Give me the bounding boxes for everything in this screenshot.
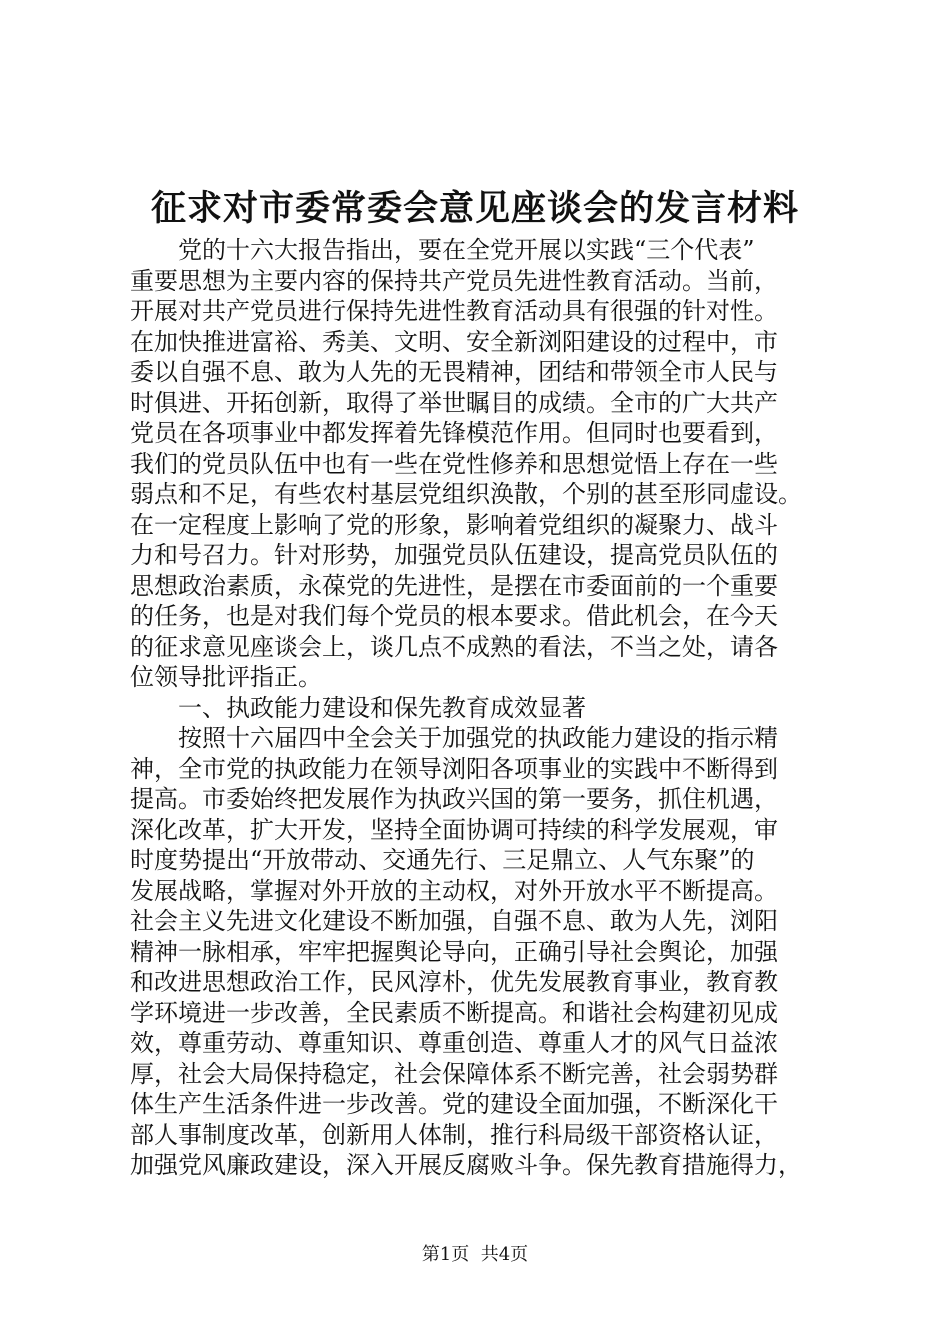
page-footer: 第1页 共4页 [421,1244,529,1265]
document-title: 征求对市委常委会意见座谈会的发言材料 [150,188,799,229]
document-body: 党的十六大报告指出，要在全党开展以实践“三个代表” 重要思想为主要内容的保持共产党员先进性教育活动。当前， 开展对共产党员进行保持先进性教育活动具有很强的针对性。 在加快推进富裕、秀美、文明、安全新浏阳建设的过程中，市 委以自强不息、敢为人先的无畏精神，团结和带领全市人民与 时俱进、开拓创新，取得了举世瞩目的成绩。全市的广大共产 党员在各项事业中都发挥着先锋模范作用。但同时也要看到， 我们的党员队伍中也有一些在党性修养和思想觉悟上存在一些 弱点和不足，有些农村基层党组织涣散，个别的甚至形同虚设。 在一定程度上影响了党的形象，影响着党组织的凝聚力、战斗 力和号召力。针对形势，加强党员队伍建设，提高党员队伍的 思想政治素质，永葆党的先进性，是摆在市委面前的一个重要 的任务，也是对我们每个党员的根本要求。借此机会，在今天 的征求意见座谈会上，谈几点不成熟的看法，不当之处，请各 位领导批评指正。 一、执政能力建设和保先教育成效显著 按照十六届四中全会关于加强党的执政能力建设的指示精 神，全市党的执政能力在领导浏阳各项事业的实践中不断得到 提高。市委始终把发展作为执政兴国的第一要务，抓住机遇， 深化改革，扩大开发，坚持全面协调可持续的科学发展观，审 时度势提出“开放带动、交通先行、三足鼎立、人气东聚”的 发展战略，掌握对外开放的主动权，对外开放水平不断提高。 社会主义先进文化建设不断加强，自强不息、敢为人先，浏阳 精神一脉相承，牢牢把握舆论导向，正确引导社会舆论，加强 和改进思想政治工作，民风淳朴，优先发展教育事业，教育教 学环境进一步改善，全民素质不断提高。和谐社会构建初见成 效，尊重劳动、尊重知识、尊重创造、尊重人才的风气日益浓 厚，社会大局保持稳定，社会保障体系不断完善，社会弱势群 体生产生活条件进一步改善。党的建设全面加强，不断深化干 部人事制度改革，创新用人体制，推行科局级干部资格认证， 加强党风廉政建设，深入开展反腐败斗争。保先教育措施得力， [130,236,802,1179]
